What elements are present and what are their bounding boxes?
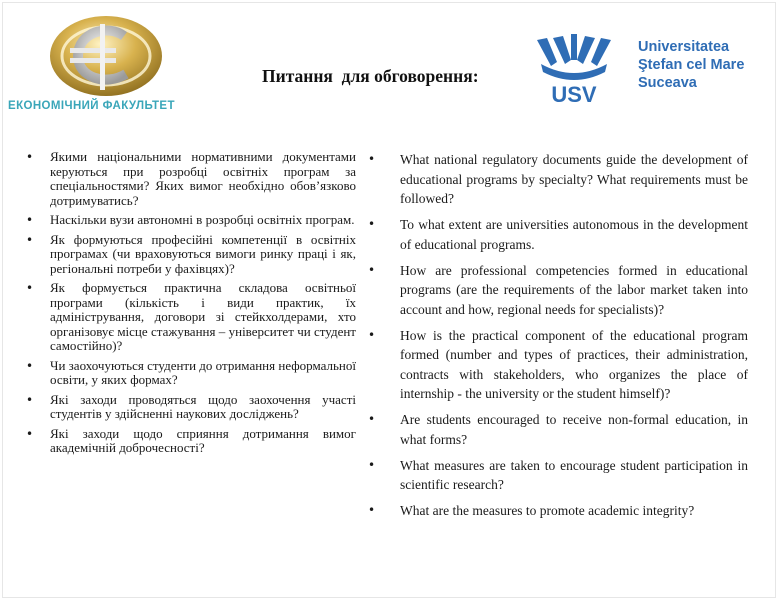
university-line: Universitatea — [638, 39, 730, 55]
question-text: What national regulatory documents guide the development of educational programs by specialty? What requirements must be followed? — [400, 152, 748, 206]
bullet-icon: • — [26, 358, 34, 373]
questions-ukrainian — [26, 150, 356, 461]
list-item — [26, 427, 356, 456]
list-item — [368, 326, 748, 404]
list-item — [368, 215, 748, 254]
university-logo-icon — [531, 34, 617, 106]
question-text: Які заходи щодо сприяння дотримання вимог академічній доброчесності? — [50, 425, 356, 455]
question-text: How are professional competencies formed in educational programs (are the requirements of the labor market taken into account and how, regional needs for specialists)? — [400, 262, 748, 317]
list-item — [368, 456, 748, 495]
bullet-icon: • — [368, 457, 376, 472]
list-item — [26, 150, 356, 208]
list-item — [368, 261, 748, 320]
list-item — [26, 281, 356, 354]
faculty-logo-icon — [48, 14, 168, 100]
usv-mark: USV — [551, 82, 597, 106]
list-item — [26, 393, 356, 422]
question-text: Якими національними нормативними документами керуються при розробці освітніх програм за спеціальностями? Яких вимог необхідно обов’язково дотримуватись? — [50, 149, 356, 208]
slide-title: Питання для обговорення: — [262, 66, 479, 86]
question-text: Чи заохочуються студенти до отримання неформальної освіти, у яких формах? — [50, 357, 356, 387]
bullet-icon: • — [26, 213, 34, 227]
bullet-icon: • — [26, 426, 34, 441]
bullet-icon: • — [26, 150, 34, 164]
university-name — [638, 38, 744, 92]
question-text: Які заходи проводяться щодо заохочення участі студентів у здійсненні наукових досліджень? — [50, 391, 356, 421]
question-text: Як формуються професійні компетенції в освітніх програмах (чи враховуються вимоги ринку праці і як, регіональні потреби у фахівцях)? — [50, 231, 356, 276]
question-text: How is the practical component of the educational program formed (number and types of practices, their administration, contracts with stakeholders, who organizes the place of internship - the university or the student himself)? — [400, 327, 748, 401]
question-text: What measures are taken to encourage student participation in scientific research? — [400, 457, 748, 492]
university-line: Suceava — [638, 75, 697, 91]
question-text: Are students encouraged to receive non-formal education, in what forms? — [400, 412, 748, 447]
bullet-icon: • — [368, 152, 376, 166]
list-item — [26, 213, 356, 228]
bullet-icon: • — [368, 412, 376, 426]
question-text: Наскільки вузи автономні в розробці освітніх програм. — [50, 212, 355, 227]
list-item — [26, 233, 356, 277]
bullet-icon: • — [368, 327, 376, 342]
questions-english — [368, 150, 748, 527]
bullet-icon: • — [26, 392, 34, 407]
question-text: What are the measures to promote academic integrity? — [400, 503, 695, 518]
bullet-icon: • — [368, 503, 376, 517]
faculty-caption: ЕКОНОМІЧНИЙ ФАКУЛЬТЕТ — [8, 100, 175, 112]
question-text: To what extent are universities autonomous in the development of educational programs. — [400, 217, 748, 252]
list-item — [368, 501, 748, 521]
bullet-icon: • — [26, 281, 34, 295]
list-item — [26, 359, 356, 388]
bullet-icon: • — [368, 217, 376, 231]
university-line: Ştefan cel Mare — [638, 57, 745, 73]
list-item — [368, 410, 748, 449]
question-text: Як формується практична складова освітньої програми (кількість і види практик, їх адміністрування, договори зі стейкхолдерами, хто організовує місце стажування – університет чи студент самостійно)? — [50, 280, 356, 353]
list-item — [368, 150, 748, 209]
bullet-icon: • — [368, 262, 376, 277]
bullet-icon: • — [26, 232, 34, 247]
